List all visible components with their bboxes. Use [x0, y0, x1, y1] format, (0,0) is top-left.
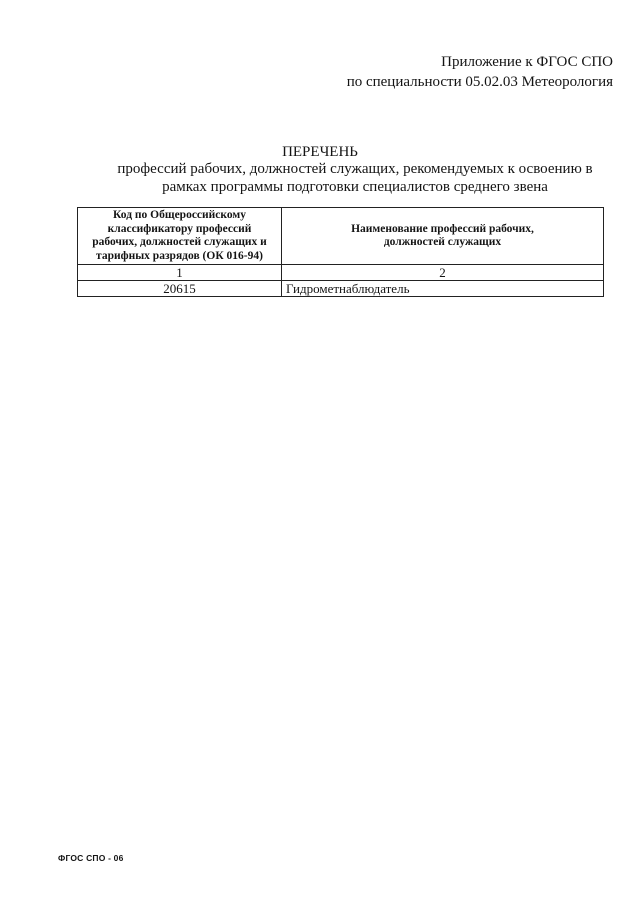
profession-code: 20615: [78, 281, 282, 297]
header-name-line: Наименование профессий рабочих,: [351, 222, 534, 235]
table-header-row: [78, 208, 604, 265]
header-code-line: Код по Общероссийскому: [113, 209, 246, 221]
professions-table: [77, 207, 604, 297]
appendix-note: [347, 52, 613, 92]
column-number: 2: [282, 265, 604, 281]
header-name-column: [282, 208, 604, 265]
header-code-line: рабочих, должностей служащих и: [92, 236, 267, 248]
document-subtitle: [60, 160, 640, 196]
subtitle-line-1: профессий рабочих, должностей служащих, рекомендуемых к освоению в: [117, 161, 593, 177]
appendix-line-2: по специальности 05.02.03 Метеорология: [346, 74, 613, 90]
profession-name: Гидрометнаблюдатель: [282, 281, 604, 297]
column-number: 1: [78, 265, 282, 281]
subtitle-line-2: рамках программы подготовки специалистов среднего звена: [162, 179, 548, 195]
header-code-column: [78, 208, 282, 265]
page-footer: ФГОС СПО - 06: [58, 853, 124, 863]
column-number-row: [78, 265, 604, 281]
header-name-line: должностей служащих: [383, 236, 502, 248]
table-row: [78, 281, 604, 297]
header-code-line: классификатору профессий: [107, 222, 252, 235]
header-code-line: тарифных разрядов (ОК 016-94): [96, 249, 263, 262]
document-heading: ПЕРЕЧЕНЬ: [282, 144, 358, 160]
appendix-line-1: Приложение к ФГОС СПО: [441, 54, 613, 70]
